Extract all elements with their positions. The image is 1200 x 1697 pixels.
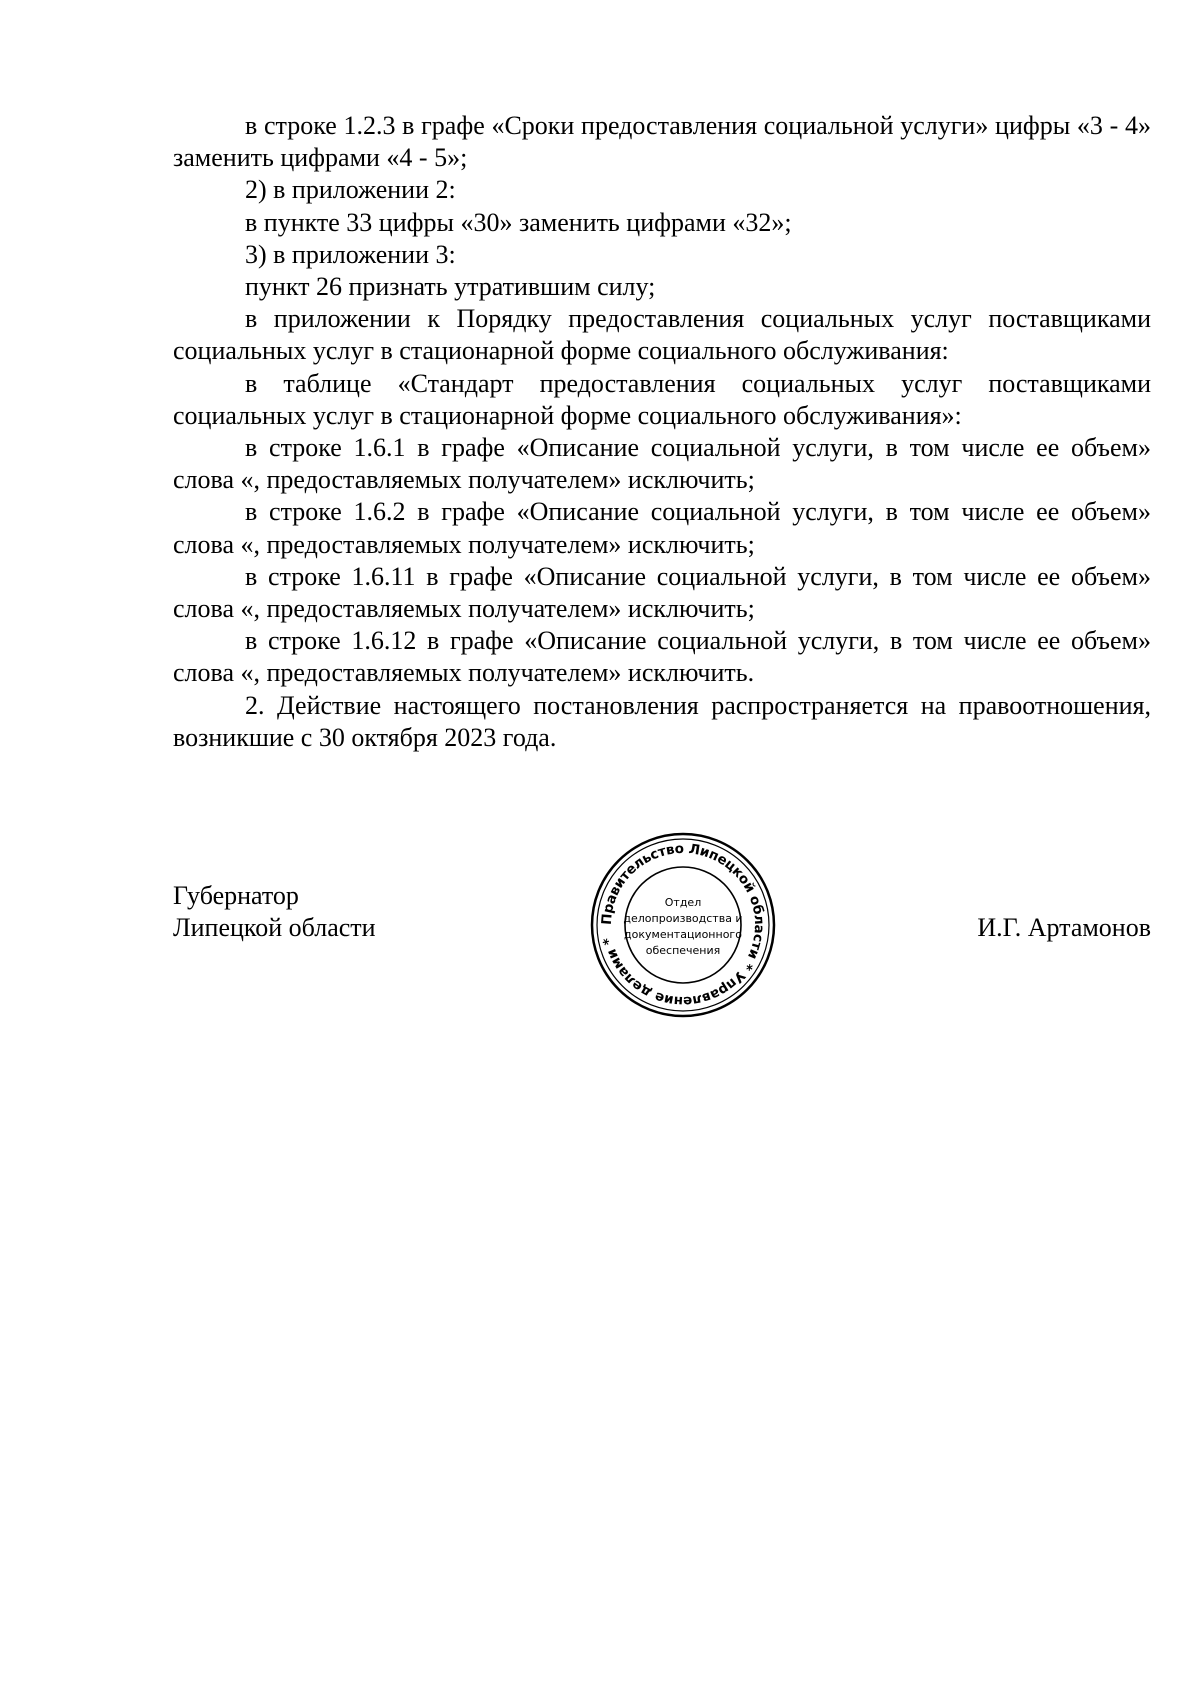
signatory-title <box>173 880 376 944</box>
paragraph-row-1-2-3: в строке 1.2.3 в графе «Сроки предоставления социальной услуги» цифры «3 - 4» заменить цифрами «4 - 5»; <box>173 111 1151 173</box>
paragraph-row-1-6-2: в строке 1.6.2 в графе «Описание социальной услуги, в том числе ее объем» слова «, предоставляемых получателем» исключить; <box>173 497 1151 559</box>
seal-inner-line-1: Отдел <box>664 896 702 909</box>
signatory-title-line-2: Липецкой области <box>173 913 376 942</box>
paragraph-row-1-6-12: в строке 1.6.12 в графе «Описание социальной услуги, в том числе ее объем» слова «, предоставляемых получателем» исключить. <box>173 626 1151 688</box>
paragraph-appendix-procedure: в приложении к Порядку предоставления социальных услуг поставщиками социальных услуг в стационарной форме социального обслуживания: <box>173 304 1151 366</box>
seal-inner-line-3: документационного <box>624 928 742 941</box>
paragraph-effective-date: 2. Действие настоящего постановления распространяется на правоотношения, возникшие с 30 октября 2023 года. <box>173 690 1151 752</box>
seal-inner-line-4: обеспечения <box>645 944 721 957</box>
seal-inner-line-2: делопроизводства и <box>623 912 743 925</box>
paragraph-item-33: в пункте 33 цифры «30» заменить цифрами «32»; <box>245 207 792 237</box>
paragraph-appendix-2: 2) в приложении 2: <box>245 175 456 205</box>
seal-graphic <box>588 830 778 1020</box>
paragraph-item-26: пункт 26 признать утратившим силу; <box>245 272 656 302</box>
svg-text:Правительство Липецкой области <box>599 841 767 1009</box>
official-seal-stamp <box>588 830 778 1020</box>
paragraph-appendix-3: 3) в приложении 3: <box>245 239 456 269</box>
signatory-title-line-1: Губернатор <box>173 881 299 910</box>
paragraph-row-1-6-11: в строке 1.6.11 в графе «Описание социальной услуги, в том числе ее объем» слова «, предоставляемых получателем» исключить; <box>173 561 1151 624</box>
paragraph-row-1-6-1: в строке 1.6.1 в графе «Описание социальной услуги, в том числе ее объем» слова «, предоставляемых получателем» исключить; <box>173 433 1151 495</box>
seal-outer-text: Правительство Липецкой области * Управление делами * <box>598 840 768 1010</box>
paragraph-standard-table: в таблице «Стандарт предоставления социальных услуг поставщиками социальных услуг в стационарной форме социального обслуживания»: <box>173 368 1151 430</box>
signatory-name: И.Г. Артамонов <box>977 913 1151 942</box>
document-body <box>173 110 1151 754</box>
